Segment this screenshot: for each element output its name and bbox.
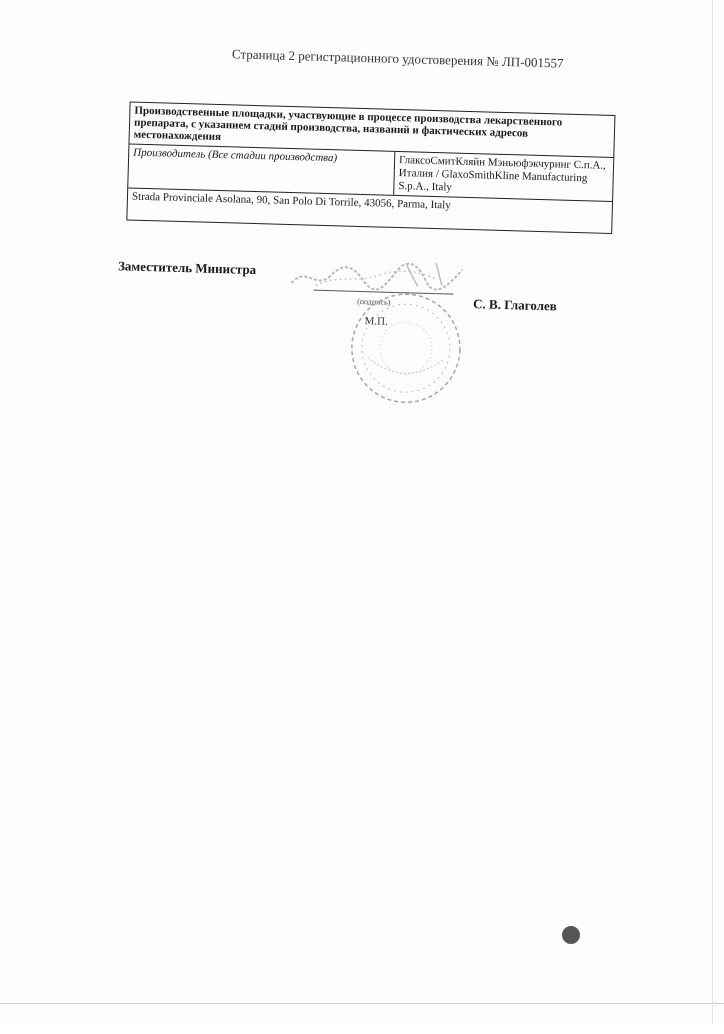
page-marker-dot — [562, 926, 580, 944]
signature-caption: (подпись) — [357, 296, 391, 307]
production-sites-table — [126, 101, 615, 234]
table-heading: Производственные площадки, участвующие в процессе производства лекарственного препарата, с указанием стадий производства, названий и фактических адресов местонахождения — [133, 104, 563, 144]
signatory-name: С. В. Глаголев — [472, 296, 557, 314]
scan-right-edge — [712, 0, 713, 1024]
page-header: Страница 2 регистрационного удостоверения № ЛП-001557 — [231, 46, 564, 71]
stamp-place-label: М.П. — [364, 315, 389, 328]
manufacturer-name: ГлаксоСмитКляйн Мэньюфэкчуринг С.п.А., Италия / GlaxoSmithKline Manufacturing S.p.A., Italy — [398, 154, 607, 194]
manufacturer-label: Производитель (Все стадии производства) — [128, 144, 395, 194]
official-stamp — [344, 287, 467, 410]
signature-block — [114, 258, 578, 411]
signatory-position: Заместитель Министра — [117, 258, 257, 278]
scan-bottom-edge — [0, 1003, 724, 1004]
manufacturer-address: Strada Provinciale Asolana, 90, San Polo Di Torrile, 43056, Parma, Italy — [131, 190, 451, 212]
